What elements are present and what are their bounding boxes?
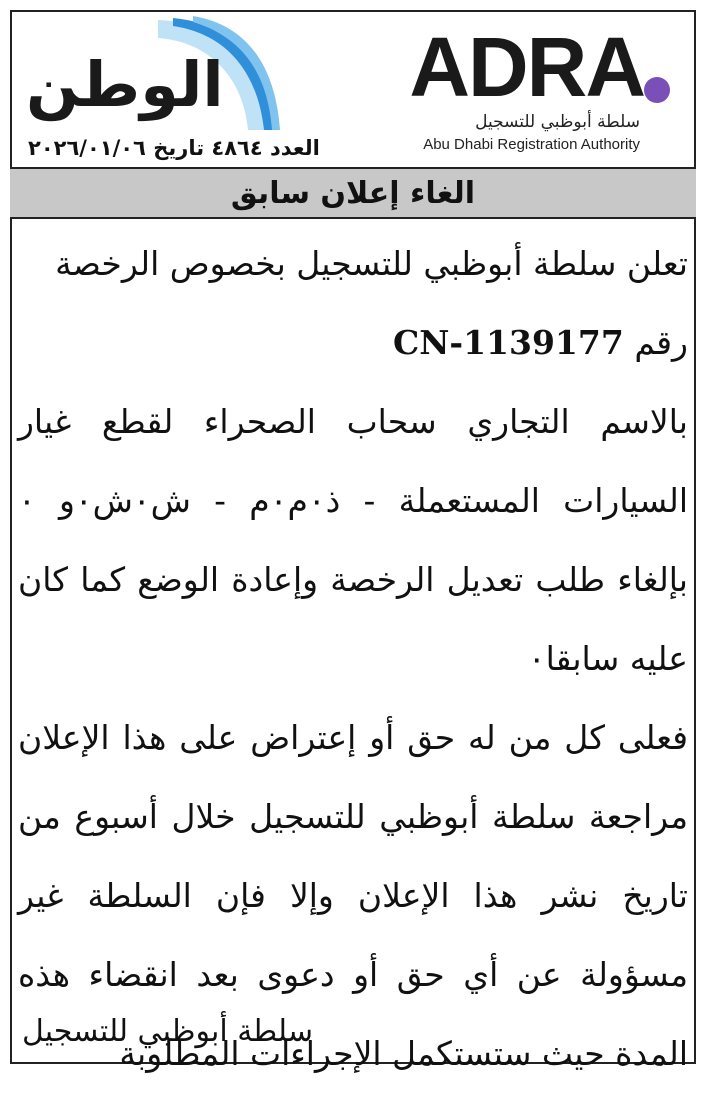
notice-paragraph-2: بالاسم التجاري سحاب الصحراء لقطع غيار السيارات المستعملة - ذ٠م٠م - ش٠ش٠و ٠ بإلغاء طلب تعديل الرخصة وإعادة الوضع كما كان عليه سابقا٠ xyxy=(18,402,688,678)
adra-wordmark: ADRA xyxy=(409,20,644,114)
notice-title: الغاء إعلان سابق xyxy=(230,175,476,211)
notice-line-1: تعلن سلطة أبوظبي للتسجيل بخصوص الرخصة xyxy=(55,244,688,283)
license-number: CN-1139177 xyxy=(392,323,624,362)
notice-title-bar xyxy=(10,167,696,219)
notice-paragraph-1 xyxy=(18,224,688,382)
newspaper-name: الوطن xyxy=(26,48,224,121)
issue-label: العدد xyxy=(270,136,320,160)
authority-name-ar: سلطة أبوظبي للتسجيل xyxy=(475,112,640,132)
adra-logo xyxy=(398,22,688,162)
issue-date: ٢٠٢٦/٠١/٠٦ xyxy=(28,136,146,160)
date-label: تاريخ xyxy=(153,136,205,160)
authority-name-en: Abu Dhabi Registration Authority xyxy=(423,136,640,153)
issue-line xyxy=(28,136,320,160)
notice-signature: سلطة أبوظبي للتسجيل xyxy=(22,1014,313,1049)
adra-dot-icon xyxy=(644,77,670,103)
issue-number: ٤٨٦٤ xyxy=(211,136,263,160)
notice-paragraph-3: فعلى كل من له حق أو إعتراض على هذا الإعلان مراجعة سلطة أبوظبي للتسجيل خلال أسبوع من تاريخ نشر هذا الإعلان وإلا فإن السلطة غير مسؤولة عن أي حق أو دعوى بعد انقضاء هذه المدة حيث ستستكمل الإجراءات المطلوبة xyxy=(18,718,688,1073)
notice-body xyxy=(18,224,688,1093)
license-label: رقم xyxy=(634,323,688,362)
newspaper-masthead xyxy=(8,12,338,162)
